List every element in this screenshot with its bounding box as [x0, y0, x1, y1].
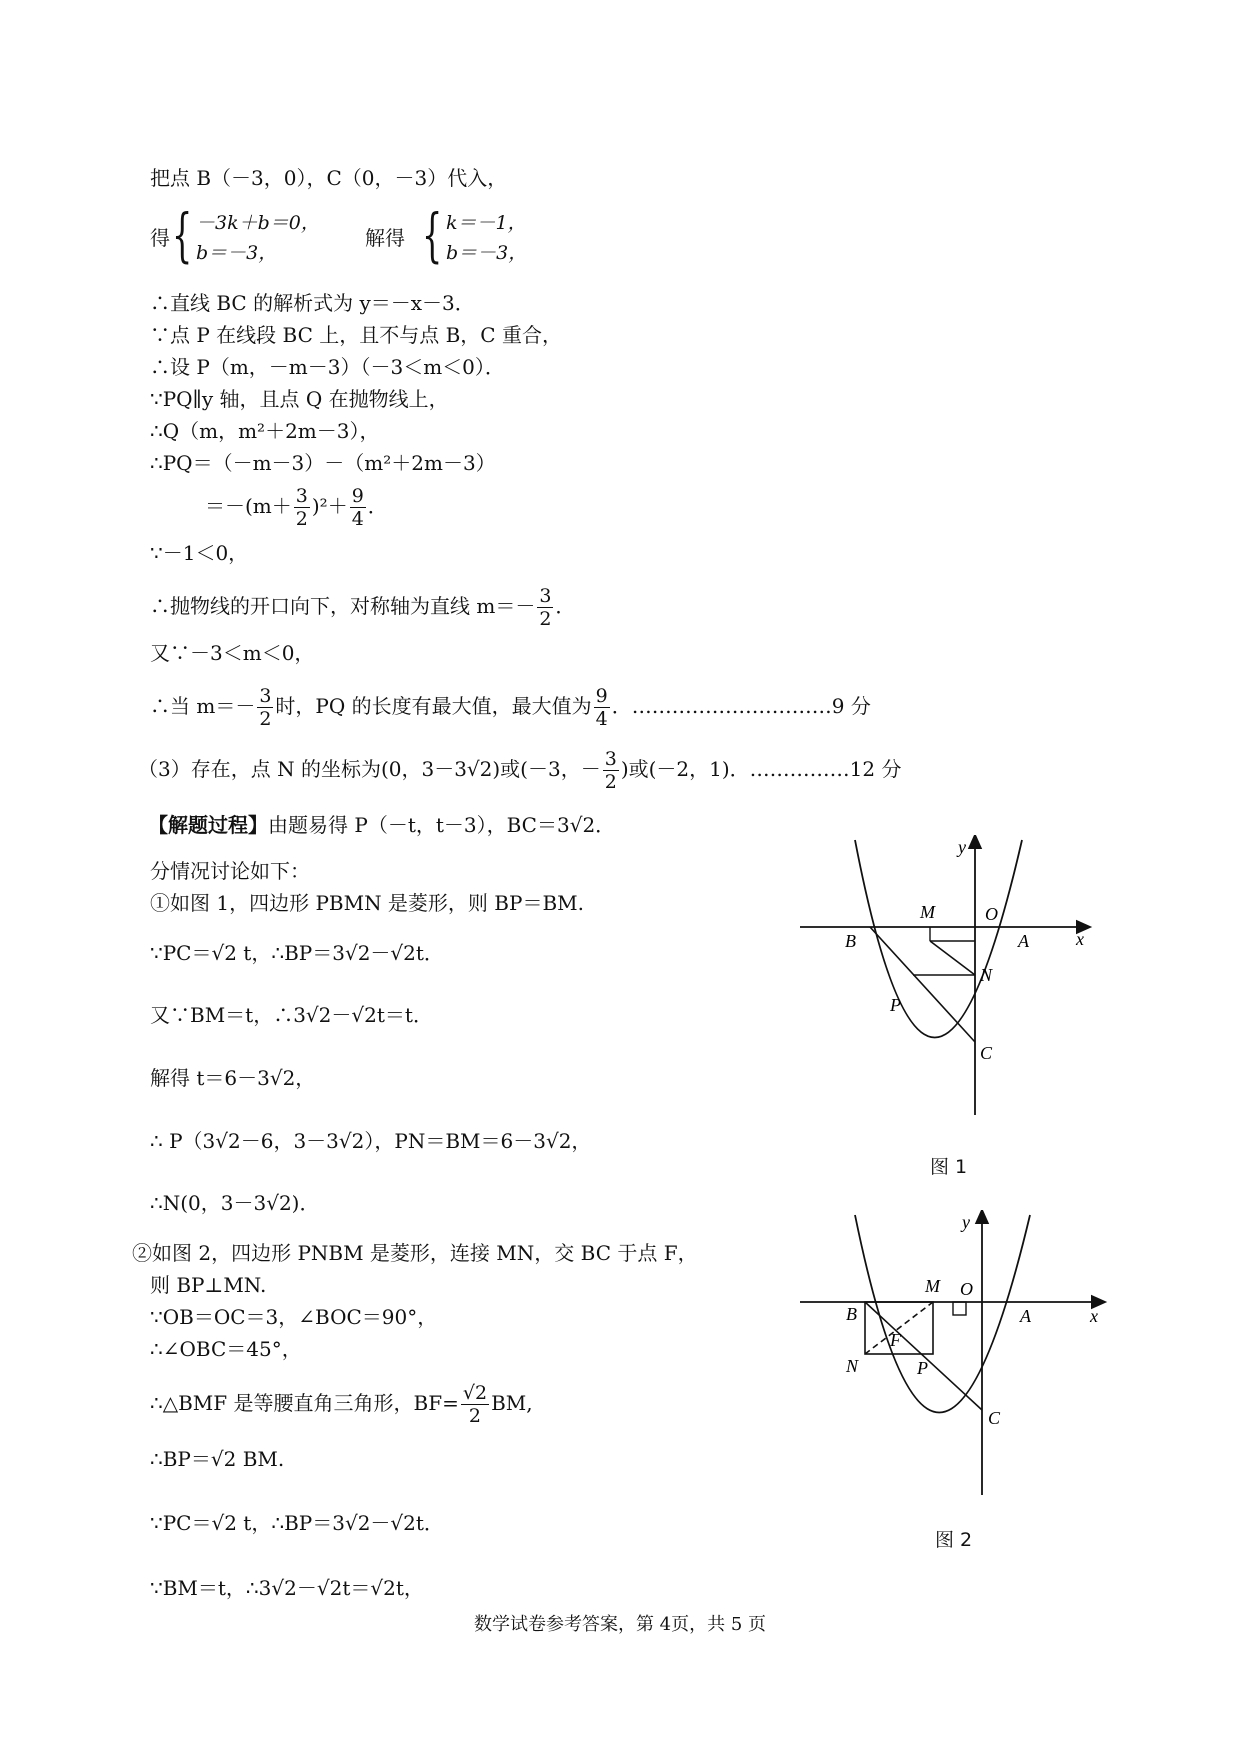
- fraction-sqrt2-2: [461, 1382, 489, 1427]
- max-end: ．…………………………9 分: [611, 694, 871, 718]
- line-max-value: [150, 685, 871, 730]
- frac-num: 9: [351, 485, 364, 507]
- frac-num: 3: [604, 748, 617, 770]
- page-footer: 数学试卷参考答案，第 4页，共 5 页: [473, 1614, 767, 1635]
- part3-pre: （3）存在，点 N 的坐标为(0，3－3√2)或(－3，－: [138, 757, 601, 781]
- line-case1-t: 解得 t＝6－3√2，: [150, 1066, 316, 1090]
- figure-2-caption: 图 2: [935, 1529, 973, 1551]
- bmf-end: BM,: [491, 1391, 533, 1415]
- equation-1b: b＝－3，: [196, 242, 278, 264]
- line-case-discussion: 分情况讨论如下：: [150, 859, 310, 883]
- left-brace-2: {: [422, 201, 443, 269]
- label-c: C: [980, 1043, 993, 1063]
- frac-den: 4: [351, 508, 364, 530]
- equation-1a: －3k＋b＝0，: [196, 212, 320, 234]
- segment-bc: [865, 1302, 982, 1410]
- line-bc-expression: ∴直线 BC 的解析式为 y＝－x－3．: [150, 291, 475, 315]
- frac-num: 3: [295, 485, 308, 507]
- frac-num: √2: [462, 1382, 488, 1404]
- solution-rest: 由题易得 P（－t，t－3），BC＝3√2．: [268, 813, 616, 837]
- label-a: A: [1018, 931, 1029, 951]
- pq-form-mid: )²＋: [311, 494, 348, 518]
- figure-1: [800, 835, 1110, 1125]
- segment-bc: [870, 927, 975, 1042]
- label-a: A: [1020, 1306, 1031, 1326]
- solution-k: k＝－1，: [446, 212, 527, 234]
- fraction-9-4: [594, 685, 610, 730]
- line-case2-pc: ∵PC＝√2 t，∴BP＝3√2－√2t．: [150, 1511, 444, 1535]
- line-case2-angle: ∴∠OBC＝45°，: [150, 1337, 302, 1361]
- label-y: y: [958, 837, 966, 857]
- frac-den: 2: [295, 508, 308, 530]
- line-part3-answer: [138, 748, 901, 793]
- frac-den: 2: [539, 608, 552, 630]
- line-case2-perp: 则 BP⊥MN.: [150, 1273, 267, 1297]
- label-x: x: [1076, 929, 1084, 949]
- segment-mn: [930, 941, 975, 975]
- frac-den: 2: [604, 771, 617, 793]
- label-x: x: [1090, 1306, 1098, 1326]
- line-set-p: ∴设 P（m，－m－3）（－3＜m＜0）．: [150, 355, 505, 379]
- pq-form-end: ．: [367, 494, 388, 518]
- label-p: P: [890, 995, 901, 1015]
- parabola: [855, 1215, 1030, 1413]
- equation-system-1: [196, 208, 320, 268]
- fraction-9-4: [350, 485, 366, 530]
- line-case2-ob: ∵OB＝OC＝3，∠BOC＝90°，: [150, 1305, 438, 1329]
- label-b: B: [845, 931, 856, 951]
- label-y: y: [962, 1212, 970, 1232]
- frac-num: 3: [539, 585, 552, 607]
- axis-pre: ∴抛物线的开口向下，对称轴为直线 m＝－: [150, 594, 536, 618]
- line-case1-bm: 又∵BM＝t，∴3√2－√2t＝t．: [150, 1003, 433, 1027]
- label-n: N: [846, 1356, 859, 1376]
- fraction-3-2: [603, 748, 619, 793]
- line-case2-bmf: [150, 1382, 533, 1427]
- label-de: 得: [150, 226, 170, 250]
- label-o: O: [960, 1279, 973, 1299]
- label-p: P: [917, 1358, 928, 1378]
- label-c: C: [988, 1408, 1001, 1428]
- max-mid: 时，PQ 的长度有最大值，最大值为: [275, 694, 592, 718]
- line-case1-p: ∴ P（3√2－6，3－3√2），PN＝BM＝6－3√2，: [150, 1129, 592, 1153]
- fraction-3-2: [294, 485, 310, 530]
- line-case1-pc: ∵PC＝√2 t，∴BP＝3√2－√2t．: [150, 941, 444, 965]
- line-pq-vertex-form: [205, 485, 388, 530]
- label-m: M: [920, 902, 935, 922]
- frac-den: 4: [595, 708, 608, 730]
- line-case1-n: ∴N(0，3－3√2)．: [150, 1191, 320, 1215]
- label-m: M: [925, 1276, 940, 1296]
- label-jiede: 解得: [365, 226, 405, 250]
- frac-den: 2: [259, 708, 272, 730]
- figure-2: [800, 1210, 1110, 1500]
- solution-b: b＝－3，: [446, 242, 528, 264]
- frac-num: 9: [595, 685, 608, 707]
- equation-system-2: [446, 208, 527, 268]
- left-brace-1: {: [172, 201, 193, 269]
- part3-end: )或(－2，1)．……………12 分: [620, 757, 902, 781]
- right-angle-mark: [953, 1302, 966, 1315]
- figure-1-caption: 图 1: [930, 1156, 968, 1178]
- line-pq-length: ∴PQ＝（－m－3）－（m²＋2m－3）: [150, 451, 496, 475]
- bmf-pre: ∴△BMF 是等腰直角三角形，BF=: [150, 1391, 459, 1415]
- frac-num: 3: [259, 685, 272, 707]
- line-case1-intro: ①如图 1，四边形 PBMN 是菱形，则 BP＝BM.: [150, 891, 584, 915]
- max-pre: ∴当 m＝－: [150, 694, 256, 718]
- axis-end: ．: [555, 594, 576, 618]
- pq-form-pre: ＝－(m＋: [205, 494, 292, 518]
- line-case2-intro: ②如图 2，四边形 PNBM 是菱形，连接 MN，交 BC 于点 F，: [132, 1241, 698, 1265]
- fraction-3-2: [537, 585, 553, 630]
- line-neg-one: ∵－1＜0，: [150, 541, 249, 565]
- line-q-coord: ∴Q（m，m²＋2m－3），: [150, 419, 380, 443]
- line-axis-of-symmetry: [150, 585, 575, 630]
- label-o: O: [985, 904, 998, 924]
- line-case2-bm: ∵BM＝t，∴3√2－√2t＝√2t，: [150, 1576, 424, 1600]
- label-n: N: [980, 965, 993, 985]
- fraction-3-2: [257, 685, 273, 730]
- line-pq-parallel: ∵PQ∥y 轴，且点 Q 在抛物线上，: [150, 387, 449, 411]
- line-range-m: 又∵－3＜m＜0，: [150, 641, 315, 665]
- line-p-on-bc: ∵点 P 在线段 BC 上，且不与点 B，C 重合，: [150, 323, 562, 347]
- label-f: F: [890, 1330, 901, 1350]
- label-b: B: [846, 1304, 857, 1324]
- solution-tag: 【解题过程】: [148, 813, 268, 837]
- line-substitute-points: 把点 B（－3，0），C（0，－3）代入，: [150, 166, 508, 190]
- frac-den: 2: [468, 1405, 481, 1427]
- line-solution-process: [148, 812, 615, 838]
- line-case2-bp: ∴BP＝√2 BM.: [150, 1447, 285, 1471]
